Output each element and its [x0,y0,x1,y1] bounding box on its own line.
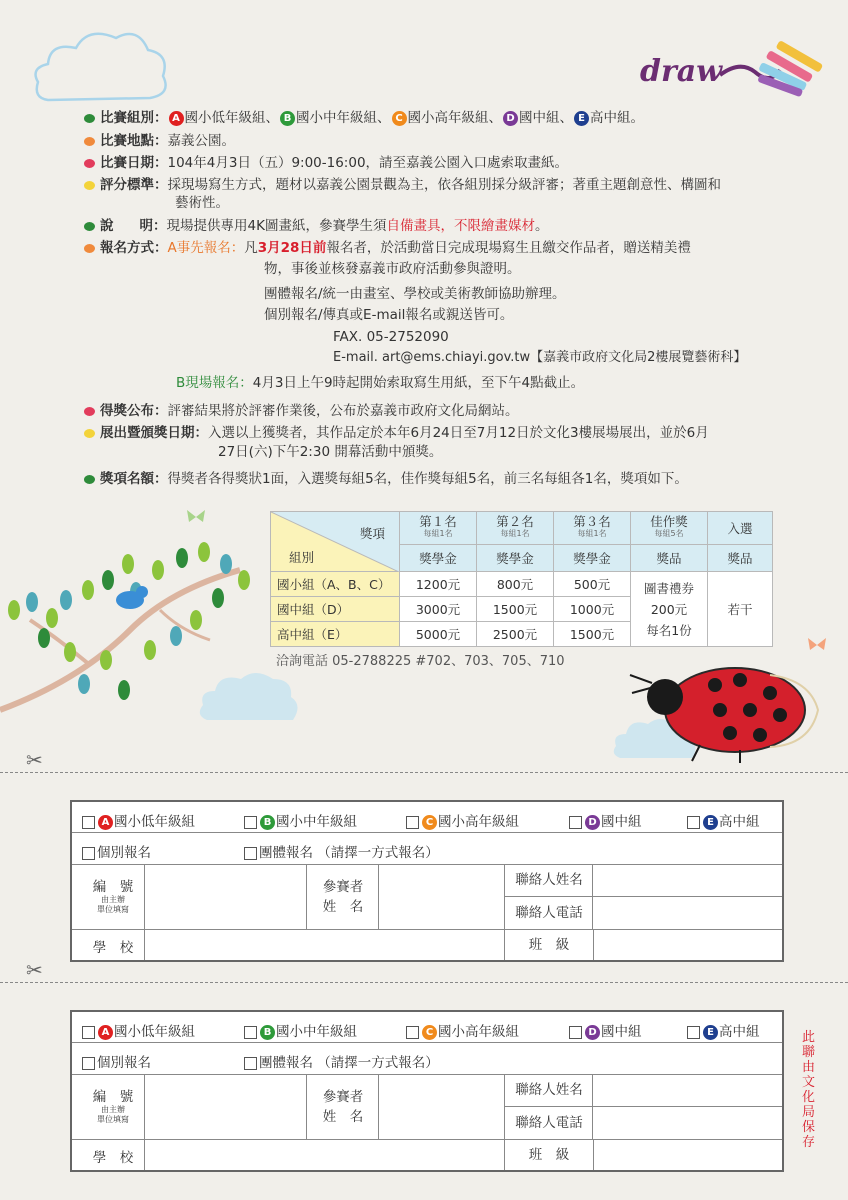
draw-logo: draw [640,54,723,89]
signup-a-pre: 凡 [244,240,258,256]
contact-phone-label: 聯絡人電話 [515,905,583,921]
bullet-dot-icon [84,429,95,438]
letter-e-icon: E [574,111,589,126]
group-checkbox[interactable] [82,1020,195,1040]
participant-name-input[interactable] [378,1075,505,1139]
contact-input-cell [592,865,782,929]
contact-label-cell [504,1075,593,1139]
school-label: 學 校 [92,940,134,956]
letter-d-icon: D [585,1025,600,1040]
prize-cell: 500元 [554,572,631,597]
class-label: 班 級 [504,930,594,960]
form-info-row [72,1075,782,1140]
row-group: 高中組（E） [271,622,400,647]
bullet-dot-icon [84,137,95,146]
class-input[interactable] [592,930,782,960]
contact-phone-line: 洽詢電話 05-2788225 #702、703、705、710 [276,654,565,669]
participant-name-input[interactable] [378,865,505,929]
bullet-dot-icon [84,407,95,416]
cloud-icon [195,665,305,725]
header-sub: 每組1名 [500,529,530,538]
number-label-cell [88,1085,138,1125]
signup-a-post: 報名者，於活動當日完成現場寫生且繳交作品者，贈送精美禮 [326,240,691,256]
participant-label-cell [306,865,379,929]
participant-label: 參賽者 [322,879,364,895]
letter-b-icon: B [280,111,295,126]
number-label: 編 號 [92,879,134,895]
date-value: 104年4月3日（五）9:00-16:00，請至嘉義公園入口處索取畫紙。 [167,155,569,171]
letter-c-icon: C [392,111,407,126]
number-label-cell [88,875,138,915]
group-checkbox[interactable] [82,810,195,830]
exhibit-label: 展出暨頒獎日期： [100,425,208,441]
exhibit-line1: 入選以上獲獎者，其作品定於本年6月24日至7月12日於文化3樓展場展出，並於6月 [208,425,709,441]
group-items [168,110,645,126]
signup-a-label: A事先報名： [167,240,245,256]
checkbox-label: 高中組 [719,1024,760,1040]
judge-line2: 藝術性。 [175,195,229,211]
contact-name-input[interactable] [593,865,782,897]
prize-cell: 1200元 [400,572,477,597]
group-item-label: 國小中年級組 [296,110,377,126]
group-checkbox[interactable] [687,810,760,830]
letter-e-icon: E [703,815,718,830]
bullet-dot-icon [84,244,95,253]
checkbox-label: 國中組 [601,1024,642,1040]
scissors-icon: ✂ [26,958,43,982]
cut-line [0,772,848,773]
number-sub: 由主辦 [101,1105,125,1114]
date-label: 比賽日期： [100,155,168,171]
header-sub: 每組5名 [654,529,684,538]
judge-line1: 採現場寫生方式，題材以嘉義公園景觀為主，依各組別採分級評審；著重主題創意性、構圖和 [167,177,721,193]
corner-top-label: 獎項 [359,526,385,541]
side-note: 此聯由文化局保存 [802,1030,816,1150]
group-separator: 、 [559,110,573,126]
group-separator: 、 [377,110,391,126]
prize-cell: 2500元 [477,622,554,647]
checkbox-label: 國小低年級組 [114,814,195,830]
school-input[interactable] [144,930,505,960]
group-checkbox[interactable] [244,810,357,830]
header-name: 第１名 [419,514,457,529]
contact-phone-input[interactable] [593,897,782,929]
checkbox-label: 國小中年級組 [276,1024,357,1040]
note-pre: 現場提供專用4K圖畫紙，參賽學生須 [166,218,387,234]
info-signup-row [84,238,691,258]
group-checkbox[interactable] [244,1020,357,1040]
checkbox-label: 國小高年級組 [438,814,519,830]
contact-name-label: 聯絡人姓名 [505,865,593,897]
form-group-row [72,1012,782,1043]
checkbox-label: 團體報名 （請擇一方式報名） [259,845,439,861]
header-name: 第３名 [573,514,611,529]
group-separator: 。 [630,110,644,126]
group-checkbox[interactable] [687,1020,760,1040]
prizes-label: 獎項名額： [100,471,168,487]
header-selected [708,512,773,545]
form-method-row [72,833,782,865]
corner-bottom-label: 組別 [289,550,315,565]
signup-fax: FAX. 05-2752090 [333,329,449,345]
school-label: 學 校 [92,1150,134,1166]
registration-form [70,1010,784,1172]
group-item-label: 高中組 [590,110,631,126]
signup-a-date: 3月28日前 [257,240,327,256]
indiv-checkbox[interactable] [82,841,151,861]
team-checkbox[interactable] [244,1051,439,1071]
checkbox-label: 國小高年級組 [438,1024,519,1040]
result-label: 得獎公布： [100,403,168,419]
school-input[interactable] [144,1140,505,1170]
contact-label-cell [504,865,593,929]
letter-c-icon: C [422,815,437,830]
row-group: 國小組（A、B、C） [271,572,400,597]
note-label-b: 明： [139,218,167,234]
checkbox-label: 高中組 [719,814,760,830]
indiv-checkbox[interactable] [82,1051,151,1071]
header-sub: 每組1名 [423,529,453,538]
butterfly-icon [806,636,828,654]
checkbox-label: 國中組 [601,814,642,830]
checkbox-label: 個別報名 [97,1055,151,1071]
checkbox-label: 國小低年級組 [114,1024,195,1040]
header-prize-2 [477,512,554,545]
signup-b-text: 4月3日上午9時起開始索取寫生用紙，至下午4點截止。 [252,375,585,391]
group-checkbox[interactable] [406,1020,519,1040]
checkbox-label: 團體報名 （請擇一方式報名） [259,1055,439,1071]
prizes-value: 得獎者各得獎狀1面，入選獎每組5名，佳作獎每組5名，前三名每組各1名，獎項如下。 [167,471,688,487]
result-value: 評審結果將於評審作業後，公布於嘉義市政府文化局網站。 [167,403,519,419]
info-group-row [84,108,644,128]
bullet-dot-icon [84,181,95,190]
header-name: 入選 [727,521,753,536]
row-group: 國中組（D） [271,597,400,622]
checkbox-label: 個別報名 [97,845,151,861]
contact-name-input[interactable] [593,1075,782,1107]
letter-d-icon: D [503,111,518,126]
group-item-label: 國小高年級組 [407,110,489,126]
prize-cell: 800元 [477,572,554,597]
group-item-label: 國小低年級組 [184,110,266,126]
letter-a-icon: A [169,111,184,126]
letter-e-icon: E [703,1025,718,1040]
prize-table-wrap [270,511,773,647]
judge-label: 評分標準： [100,177,168,193]
signup-b-row [176,373,584,393]
header-sub: 每組1名 [577,529,607,538]
team-checkbox[interactable] [244,841,439,861]
form-school-row [72,930,782,960]
group-label: 比賽組別： [100,110,168,126]
bullet-dot-icon [84,114,95,123]
number-sub: 由主辦 [101,895,125,904]
prize-cell: 1500元 [554,622,631,647]
prize-cell: 1000元 [554,597,631,622]
number-input[interactable] [144,1075,307,1139]
prize-table [270,511,773,647]
note-post: 。 [534,218,549,234]
butterfly-icon [185,508,207,526]
letter-b-icon: B [260,815,275,830]
contact-phone-label: 聯絡人電話 [515,1115,583,1131]
number-input[interactable] [144,865,307,929]
number-sub: 單位填寫 [97,905,129,914]
kind-cell: 獎學金 [477,545,554,572]
info-place-row [84,131,235,151]
group-item-label: 國中組 [519,110,560,126]
letter-c-icon: C [422,1025,437,1040]
header-merit [631,512,708,545]
class-input[interactable] [592,1140,782,1170]
info-date-row [84,153,568,173]
prize-cell: 5000元 [400,622,477,647]
header-name: 佳作獎 [650,514,688,529]
prize-cell: 1500元 [477,597,554,622]
header-name: 第２名 [496,514,534,529]
letter-d-icon: D [585,815,600,830]
contact-input-cell [592,1075,782,1139]
merit-line: 200元 [650,601,688,617]
bullet-dot-icon [84,159,95,168]
info-prizes-row [84,469,688,489]
group-checkbox[interactable] [569,810,642,830]
table-row [271,572,773,597]
header-prize-3 [554,512,631,545]
kind-cell: 獎學金 [554,545,631,572]
info-exhibit-row [84,423,709,443]
merit-line: 圖書禮券 [643,580,694,596]
participant-label: 參賽者 [322,1089,364,1105]
class-label: 班 級 [504,1140,594,1170]
letter-a-icon: A [98,815,113,830]
registration-form [70,800,784,962]
form-info-row [72,865,782,930]
kind-cell: 獎品 [631,545,708,572]
selected-cell: 若干 [708,572,773,647]
participant-label: 姓 名 [322,1109,364,1125]
contact-name-label: 聯絡人姓名 [505,1075,593,1107]
signup-a-line2: 物，事後並核發嘉義市政府活動參與證明。 [264,261,521,277]
scissors-icon: ✂ [26,748,43,772]
header-prize-1 [400,512,477,545]
info-judge-row [84,175,721,195]
cut-line [0,982,848,983]
place-label: 比賽地點： [100,133,168,149]
prize-cell: 3000元 [400,597,477,622]
place-value: 嘉義公園。 [167,133,235,149]
signup-b-label: B現場報名： [176,375,253,391]
signup-group-line: 團體報名/統一由畫室、學校或美術教師協助辦理。 [264,286,566,302]
signup-email: E-mail. art@ems.chiayi.gov.tw【嘉義市政府文化局2樓展覽藝術科】 [333,350,747,365]
letter-b-icon: B [260,1025,275,1040]
crayons-icon [720,30,830,100]
signup-label: 報名方式： [100,240,168,256]
info-result-row [84,401,519,421]
checkbox-label: 國小中年級組 [276,814,357,830]
cloud-icon [28,20,178,110]
form-group-row [72,802,782,833]
merit-line: 每名1份 [646,622,692,638]
kind-cell: 獎品 [708,545,773,572]
group-separator: 、 [265,110,279,126]
form-school-row [72,1140,782,1170]
bullet-dot-icon [84,222,95,231]
bullet-dot-icon [84,475,95,484]
form-method-row [72,1043,782,1075]
group-checkbox[interactable] [569,1020,642,1040]
note-label-a: 說 [100,218,114,234]
info-note-row [84,216,548,236]
group-separator: 、 [488,110,502,126]
contact-phone-input[interactable] [593,1107,782,1139]
participant-label-cell [306,1075,379,1139]
merit-cell [631,572,708,647]
letter-a-icon: A [98,1025,113,1040]
participant-label: 姓 名 [322,899,364,915]
note-highlight: 自備畫具，不限繪畫媒材 [386,218,535,234]
number-label: 編 號 [92,1089,134,1105]
prize-table-corner [271,512,400,572]
kind-cell: 獎學金 [400,545,477,572]
exhibit-line2: 27日(六)下午2:30 開幕活動中頒獎。 [218,444,443,460]
number-sub: 單位填寫 [97,1115,129,1124]
group-checkbox[interactable] [406,810,519,830]
ladybug-icon [620,655,820,765]
signup-indiv-line: 個別報名/傳真或E-mail報名或親送皆可。 [264,307,514,323]
